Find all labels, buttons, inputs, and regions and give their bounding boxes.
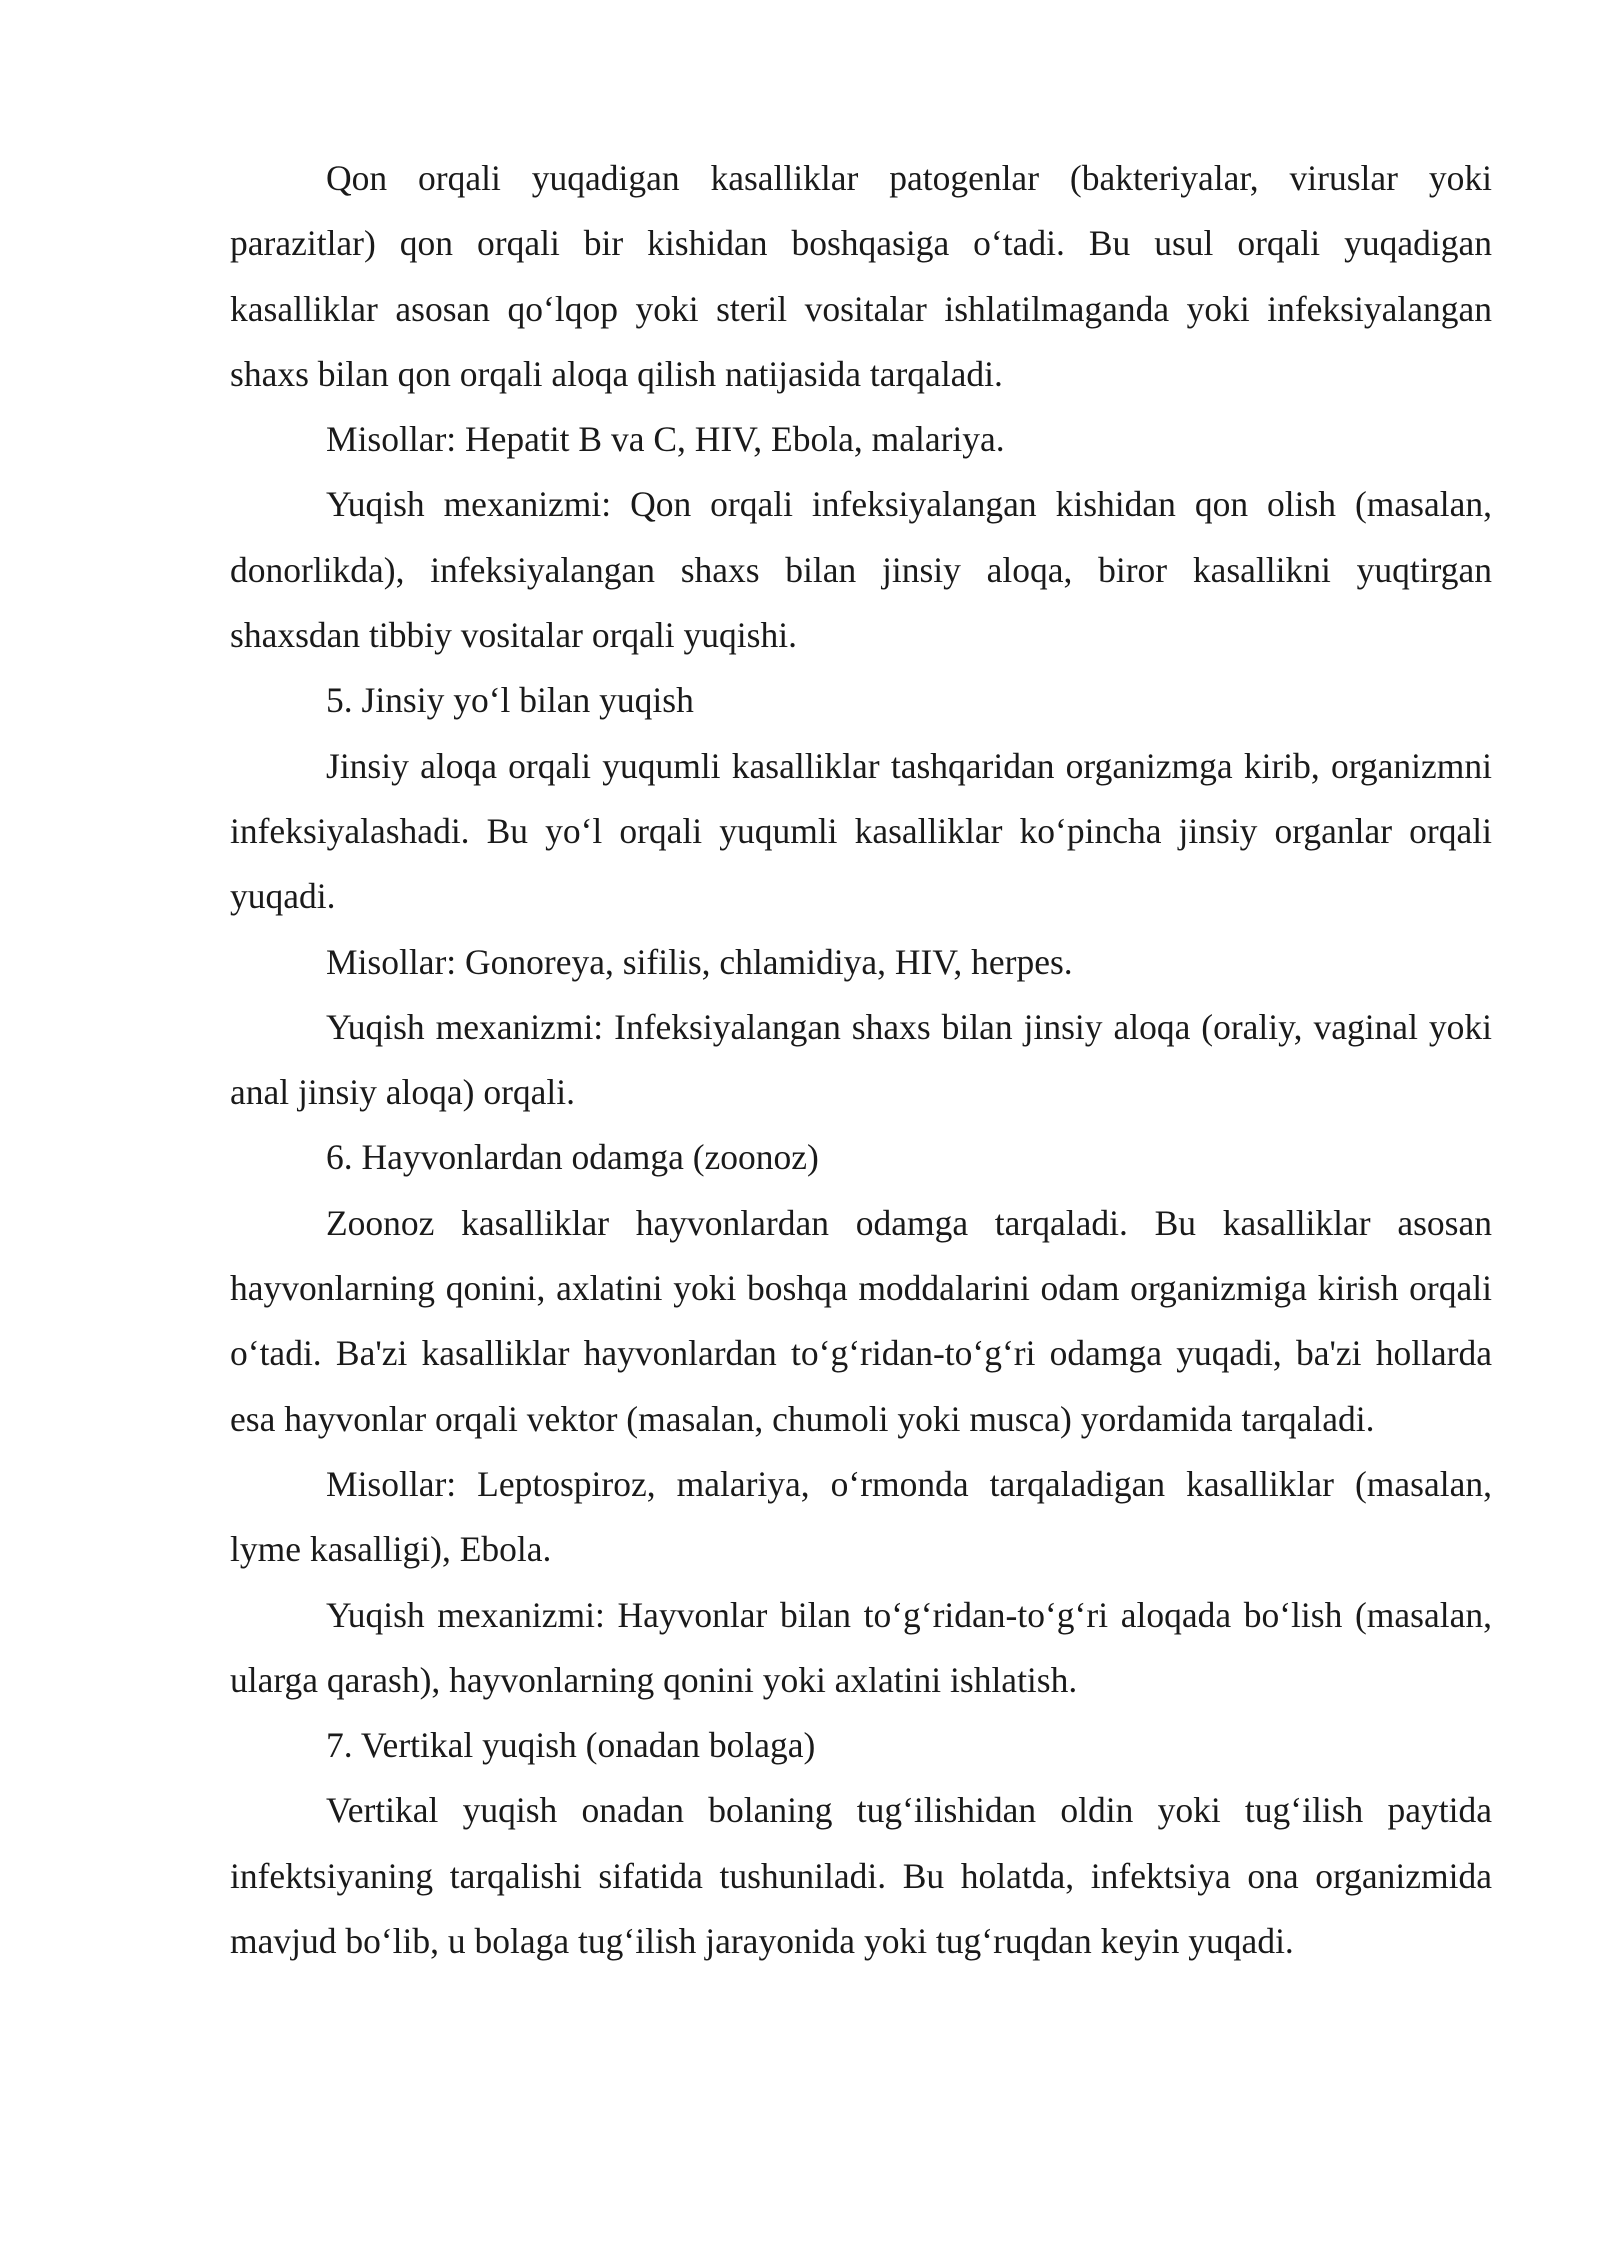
paragraph-zoonosis-mechanism: Yuqish mexanizmi: Hayvonlar bilan to‘g‘ridan-to‘g‘ri aloqada bo‘lish (masalan, ularga qarash), hayvonlarning qonini yoki axlatini ishlatish. (230, 1594, 1492, 1700)
section-heading-vertical-transmission: 7. Vertikal yuqish (onadan bolaga) (326, 1725, 816, 1766)
paragraph-vertical-intro: Vertikal yuqish onadan bolaning tug‘ilishidan oldin yoki tug‘ilish paytida infektsiyaning tarqalishi sifatida tushuniladi. Bu holatda, infektsiya ona organizmida mavjud bo‘lib, u bolaga tug‘ilish jarayonida yoki tug‘ruqdan keyin yuqadi. (230, 1790, 1492, 1962)
paragraph-blood-borne-intro: Qon orqali yuqadigan kasalliklar patogenlar (bakteriyalar, viruslar yoki parazitlar) qon orqali bir kishidan boshqasiga o‘tadi. Bu usul orqali yuqadigan kasalliklar asosan qo‘lqop yoki steril vositalar ishlatilmaganda yoki infeksiyalangan shaxs bilan qon orqali aloqa qilish natijasida tarqaladi. (230, 158, 1492, 394)
paragraph-blood-borne-examples: Misollar: Hepatit B va C, HIV, Ebola, malariya. (326, 419, 1005, 460)
section-heading-zoonosis: 6. Hayvonlardan odamga (zoonoz) (326, 1137, 819, 1178)
paragraph-zoonosis-intro: Zoonoz kasalliklar hayvonlardan odamga tarqaladi. Bu kasalliklar asosan hayvonlarning qonini, axlatini yoki boshqa moddalarini odam organizmiga kirish orqali o‘tadi. Ba'zi kasalliklar hayvonlardan to‘g‘ridan-to‘g‘ri odamga yuqadi, ba'zi hollarda esa hayvonlar orqali vektor (masalan, chumoli yoki musca) yordamida tarqaladi. (230, 1202, 1492, 1439)
document-body (230, 146, 1492, 1974)
paragraph-sexual-mechanism: Yuqish mexanizmi: Infeksiyalangan shaxs bilan jinsiy aloqa (oraliy, vaginal yoki anal jinsiy aloqa) orqali. (230, 1006, 1492, 1113)
section-heading-sexual-transmission: 5. Jinsiy yo‘l bilan yuqish (326, 680, 694, 721)
paragraph-sexual-examples: Misollar: Gonoreya, sifilis, chlamidiya, HIV, herpes. (326, 941, 1073, 982)
paragraph-blood-borne-mechanism: Yuqish mexanizmi: Qon orqali infeksiyalangan kishidan qon olish (masalan, donorlikda), infeksiyalangan shaxs bilan jinsiy aloqa, biror kasallikni yuqtirgan shaxsdan tibbiy vositalar orqali yuqishi. (230, 484, 1492, 656)
paragraph-zoonosis-examples: Misollar: Leptospiroz, malariya, o‘rmonda tarqaladigan kasalliklar (masalan, lyme kasalligi), Ebola. (230, 1463, 1492, 1570)
paragraph-sexual-intro: Jinsiy aloqa orqali yuqumli kasalliklar tashqaridan organizmga kirib, organizmni infeksiyalashadi. Bu yo‘l orqali yuqumli kasalliklar ko‘pincha jinsiy organlar orqali yuqadi. (230, 745, 1492, 917)
